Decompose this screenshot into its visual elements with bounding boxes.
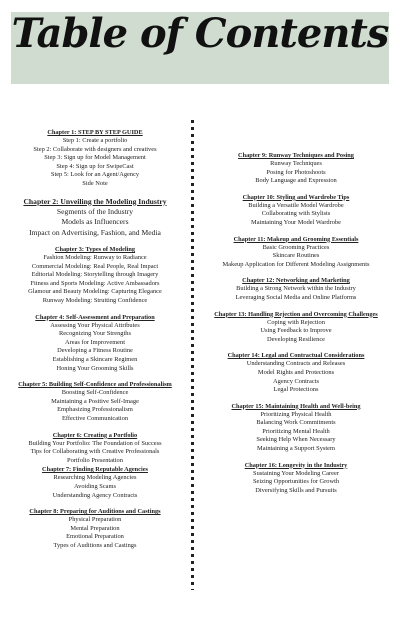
chapter-heading[interactable]: Chapter 8: Preparing for Auditions and Castings	[29, 508, 161, 516]
toc-entry[interactable]: Agency Contracts	[273, 377, 319, 385]
toc-entry[interactable]: Recognizing Your Strengths	[59, 330, 131, 338]
toc-chapter-10	[200, 193, 392, 228]
toc-chapter-13	[200, 310, 392, 345]
toc-entry[interactable]: Seizing Opportunities for Growth	[252, 478, 340, 486]
toc-entry[interactable]: Physical Preparation	[68, 516, 122, 524]
toc-entry[interactable]: Step 5: Look for an Agent/Agency	[50, 171, 140, 179]
chapter-heading[interactable]: Chapter 2: Unveiling the Modeling Industry	[23, 196, 167, 206]
toc-entry[interactable]: Avoiding Scams	[74, 482, 116, 490]
toc-entry[interactable]: Segments of the Industry	[56, 206, 134, 216]
toc-chapter-6	[6, 431, 184, 466]
toc-entry[interactable]: Balancing Work Commitments	[256, 419, 336, 427]
toc-entry[interactable]: Building Your Portfolio: The Foundation of Success	[28, 439, 162, 447]
toc-entry[interactable]: Sustaining Your Modeling Career	[253, 469, 339, 477]
toc-entry[interactable]: Building a Versatile Model Wardrobe	[248, 201, 344, 209]
toc-entry[interactable]: Models as Influencers	[61, 217, 129, 227]
toc-entry[interactable]: Assessing Your Physical Attributes	[50, 321, 140, 329]
toc-chapter-12	[200, 276, 392, 302]
toc-entry[interactable]: Makeup Application for Different Modeling Assignments	[222, 260, 370, 268]
toc-entry[interactable]: Step 1: Create a portfolio	[62, 137, 128, 144]
toc-entry[interactable]: Collaborating with Stylists	[261, 210, 331, 218]
toc-chapter-5	[6, 380, 184, 423]
toc-entry[interactable]: Runway Techniques	[270, 160, 322, 167]
toc-entry[interactable]: Maintaining a Positive Self-Image	[51, 397, 139, 405]
toc-chapter-3	[6, 245, 184, 306]
toc-entry[interactable]: Effective Communication	[61, 414, 129, 422]
toc-chapter-15	[200, 402, 392, 454]
toc-entry[interactable]: Fitness and Sports Modeling: Active Ambassadors	[30, 279, 160, 287]
toc-chapter-2	[6, 196, 184, 239]
toc-entry[interactable]: Researching Modeling Agencies	[53, 474, 137, 482]
toc-entry[interactable]: Coping with Rejection	[267, 318, 325, 326]
toc-entry[interactable]: Understanding Agency Contracts	[52, 491, 138, 499]
toc-entry[interactable]: Commercial Modeling: Real People, Real Impact	[31, 262, 159, 270]
toc-entry[interactable]: Seeking Help When Necessary	[256, 436, 336, 444]
toc-entry[interactable]: Tips for Collaborating with Creative Professionals	[30, 448, 160, 456]
toc-entry[interactable]: Prioritizing Physical Health	[260, 410, 332, 418]
toc-entry[interactable]: Diversifying Skills and Pursuits	[255, 486, 337, 494]
chapter-heading[interactable]: Chapter 14: Legal and Contractual Considerations	[227, 352, 365, 360]
column-divider	[191, 120, 194, 590]
toc-chapter-11	[200, 235, 392, 270]
page-title: Table of Contents	[11, 10, 389, 57]
chapter-heading[interactable]: Chapter 1: STEP BY STEP GUIDE	[47, 129, 143, 136]
toc-entry[interactable]: Basic Grooming Practices	[262, 243, 330, 251]
toc-entry[interactable]: Honing Your Grooming Skills	[56, 364, 134, 372]
toc-entry[interactable]: Maintaining Your Model Wardrobe	[251, 218, 341, 226]
toc-entry[interactable]: Step 2: Collaborate with designers and creatives	[33, 145, 157, 153]
chapter-heading[interactable]: Chapter 15: Maintaining Health and Well-being	[231, 402, 361, 410]
toc-entry[interactable]: Building a Strong Network within the Industry	[236, 285, 356, 293]
toc-entry[interactable]: Mental Preparation	[70, 524, 120, 532]
toc-entry[interactable]: Posing for Photoshoots	[266, 168, 326, 176]
toc-entry[interactable]: Areas for Improvement	[65, 338, 125, 346]
toc-entry[interactable]: Glamour and Beauty Modeling: Capturing Elegance	[28, 288, 162, 296]
toc-entry[interactable]: Maintaining a Support System	[257, 445, 335, 453]
toc-entry[interactable]: Step 3: Sign up for Model Management	[44, 154, 146, 162]
chapter-heading[interactable]: Chapter 10: Styling and Wardrobe Tips	[242, 193, 350, 201]
toc-entry[interactable]: Understanding Contracts and Releases	[246, 360, 346, 368]
toc-entry[interactable]: Model Rights and Protections	[257, 368, 335, 376]
toc-chapter-14	[200, 351, 392, 394]
chapter-heading[interactable]: Chapter 3: Types of Modeling	[54, 246, 136, 254]
chapter-heading[interactable]: Chapter 13: Handling Rejection and Overcoming Challenges	[214, 310, 378, 318]
toc-entry[interactable]: Establishing a Skincare Regimen	[52, 356, 138, 363]
toc-entry[interactable]: Developing a Fitness Routine	[57, 347, 133, 355]
toc-entry[interactable]: Portfolio Presentation	[67, 456, 123, 464]
toc-entry[interactable]: Editorial Modeling: Storytelling through Imagery	[31, 271, 159, 279]
toc-entry[interactable]: Fashion Modeling: Runway to Radiance	[43, 254, 147, 262]
toc-entry[interactable]: Skincare Routines	[272, 252, 320, 260]
toc-entry[interactable]: Types of Auditions and Castings	[53, 541, 137, 549]
toc-entry[interactable]: Prioritizing Mental Health	[262, 427, 330, 435]
chapter-heading[interactable]: Chapter 7: Finding Reputable Agencies	[42, 466, 148, 474]
toc-entry[interactable]: Legal Protections	[273, 386, 319, 394]
toc-entry[interactable]: Impact on Advertising, Fashion, and Media	[29, 227, 161, 237]
toc-right-column	[200, 151, 392, 495]
toc-entry[interactable]: Step 4: Sign up for SwipeCast	[56, 162, 134, 170]
chapter-heading[interactable]: Chapter 12: Networking and Marketing	[242, 277, 350, 285]
chapter-heading[interactable]: Chapter 11: Makeup and Grooming Essentials	[233, 235, 359, 243]
toc-entry[interactable]: Leveraging Social Media and Online Platforms	[235, 293, 357, 301]
toc-chapter-4	[6, 313, 184, 374]
toc-chapter-1	[6, 128, 184, 189]
toc-entry[interactable]: Using Feedback to Improve	[260, 327, 332, 335]
chapter-heading[interactable]: Chapter 5: Building Self-Confidence and Professionalism	[18, 381, 172, 389]
toc-entry[interactable]: Boosting Self-Confidence	[61, 389, 129, 397]
toc-entry[interactable]: Runway Modeling: Strutting Confidence	[42, 297, 148, 305]
toc-entry[interactable]: Developing Resilience	[266, 335, 326, 343]
toc-entry[interactable]: Emotional Preparation	[66, 533, 124, 541]
toc-chapter-7	[6, 465, 184, 500]
toc-chapter-16	[200, 461, 392, 496]
chapter-heading[interactable]: Chapter 6: Creating a Portfolio	[52, 431, 138, 439]
toc-entry[interactable]: Emphasizing Professionalism	[57, 406, 133, 414]
chapter-heading[interactable]: Chapter 16: Longevity in the Industry	[244, 461, 348, 469]
chapter-heading[interactable]: Chapter 4: Self-Assessment and Preparation	[35, 313, 155, 321]
toc-chapter-8	[6, 507, 184, 550]
toc-entry[interactable]: Body Language and Expression	[255, 177, 337, 185]
chapter-heading[interactable]: Chapter 9: Runway Techniques and Posing	[238, 152, 354, 159]
toc-left-column	[6, 128, 184, 551]
toc-entry[interactable]: Side Note	[82, 179, 108, 187]
toc-chapter-9	[200, 151, 392, 186]
